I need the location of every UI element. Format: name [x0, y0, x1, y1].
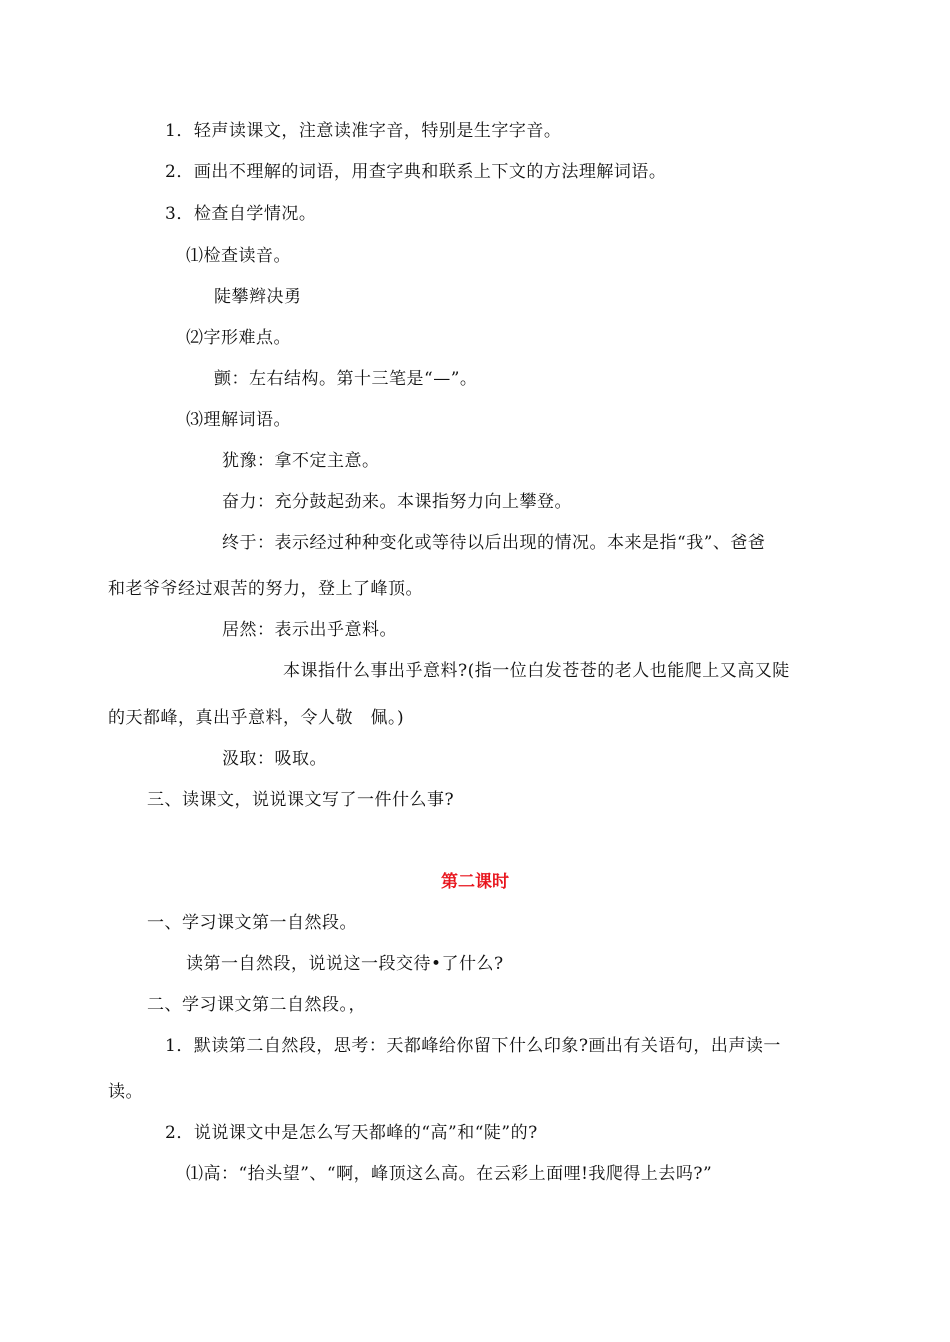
- text-line: 1．默读第二自然段，思考：天都峰给你留下什么印象?画出有关语句，出声读一: [165, 1036, 781, 1056]
- text-line: 陡攀辫决勇: [214, 287, 302, 307]
- text-line: 3．检查自学情况。: [165, 204, 317, 224]
- text-line: ⑶理解词语。: [186, 410, 291, 430]
- text-line: ⑵字形难点。: [186, 328, 291, 348]
- text-line: 汲取：吸取。: [222, 749, 327, 769]
- text-line: 奋力：充分鼓起劲来。本课指努力向上攀登。: [222, 492, 572, 512]
- text-line: 二、学习课文第二自然段。，: [147, 995, 366, 1015]
- text-line: 终于：表示经过种种变化或等待以后出现的情况。本来是指“我”、爸爸: [222, 533, 766, 553]
- text-line: 2．画出不理解的词语，用查字典和联系上下文的方法理解词语。: [165, 162, 667, 182]
- section-title: 第二课时: [441, 872, 509, 892]
- text-line: 颤：左右结构。第十三笔是“—”。: [214, 369, 478, 389]
- text-line: 1．轻声读课文，注意读准字音，特别是生字字音。: [165, 121, 562, 141]
- text-line: 本课指什么事出乎意料?(指一位白发苍苍的老人也能爬上又高又陡: [283, 661, 790, 681]
- text-line: ⑴高：“抬头望”、“啊，峰顶这么高。在云彩上面哩!我爬得上去吗?”: [186, 1164, 713, 1184]
- text-line: 三、读课文，说说课文写了一件什么事?: [147, 790, 455, 810]
- text-line: 一、学习课文第一自然段。: [147, 913, 357, 933]
- text-line: 和老爷爷经过艰苦的努力，登上了峰顶。: [108, 579, 423, 599]
- text-line: ⑴检查读音。: [186, 246, 291, 266]
- text-line: 读。: [108, 1082, 143, 1102]
- text-line: 的天都峰，真出乎意料，令人敬 佩。): [108, 708, 405, 728]
- text-line: 读第一自然段，说说这一段交待•了什么?: [186, 954, 504, 974]
- text-line: 犹豫：拿不定主意。: [222, 451, 380, 471]
- text-line: 2．说说课文中是怎么写天都峰的“高”和“陡”的?: [165, 1123, 538, 1143]
- text-line: 居然：表示出乎意料。: [222, 620, 397, 640]
